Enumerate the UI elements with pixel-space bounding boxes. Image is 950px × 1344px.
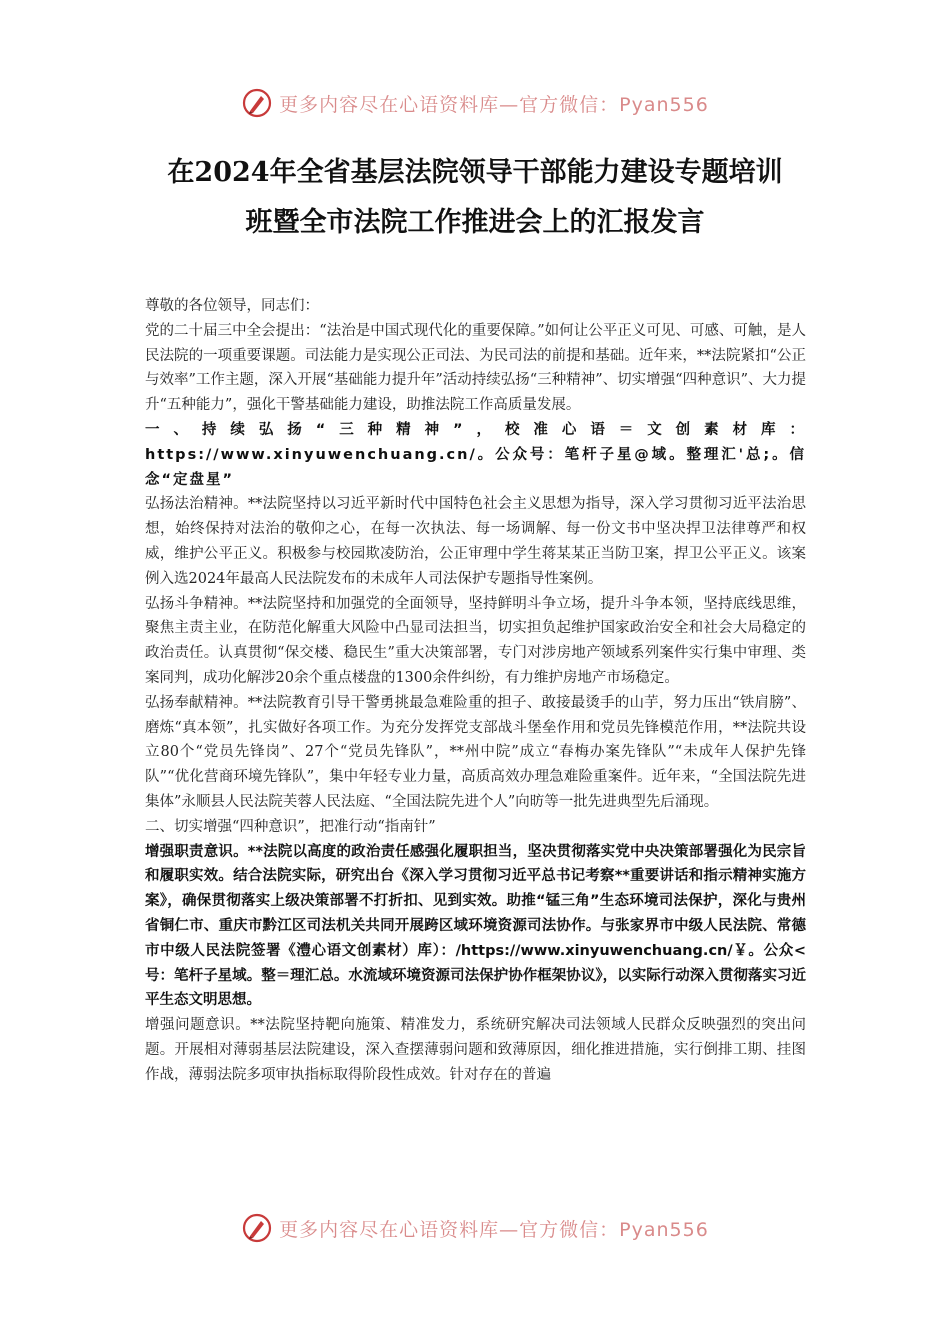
section-heading-1: 一、持续弘扬“三种精神”，校准心语＝文创素材库：https://www.xinyuwenchuang.cn/。公众号：笔杆子星@域。整理汇'总;。信念“定盘星” bbox=[145, 421, 806, 488]
title-line-2: 班暨全市法院工作推进会上的汇报发言 bbox=[245, 207, 705, 238]
watermark-wechat-id: Pyan556 bbox=[619, 1218, 709, 1241]
salutation: 尊敬的各位领导，同志们： bbox=[145, 298, 319, 314]
paragraph-dedication: 弘扬奉献精神。**法院教育引导干警勇挑最急难险重的担子、敢接最烫手的山芋，努力压出“铁肩膀”、磨炼“真本领”，扎实做好各项工作。为充分发挥党支部战斗堡垒作用和党员先锋模范作用，**法院共设立80个“党员先锋岗”、27个“党员先锋队”，**州中院”成立“春梅办案先锋队”“未成年人保护先锋队”“优化营商环境先锋队”，集中年轻专业力量，高质高效办理急难险重案件。近年来，“全国法院先进集体”永顺县人民法院芙蓉人民法庭、“全国法院先进个人”向昉等一批先进典型先后涌现。 bbox=[145, 694, 806, 810]
watermark-footer bbox=[0, 1208, 950, 1248]
watermark-header bbox=[0, 83, 950, 123]
intro-paragraph: 党的二十届三中全会提出：“法治是中国式现代化的重要保障。”如何让公平正义可见、可感、可触，是人民法院的一项重要课题。司法能力是实现公正司法、为民司法的前提和基础。近年来，**法院紧扣“公正与效率”工作主题，深入开展“基础能力提升年”活动持续弘扬“三种精神”、切实增强“四种意识”、大力提升“五种能力”，强化干警基础能力建设，助推法院工作高质量发展。 bbox=[145, 322, 806, 414]
document-body bbox=[145, 294, 806, 1088]
pen-logo-icon bbox=[241, 87, 273, 119]
watermark-text: 更多内容尽在心语资料库—官方微信：Pyan556 bbox=[279, 1218, 709, 1241]
pen-logo-icon bbox=[241, 1212, 273, 1244]
title-line-1: 在2024年全省基层法院领导干部能力建设专题培训 bbox=[167, 157, 783, 188]
paragraph-problem-awareness: 增强问题意识。**法院坚持靶向施策、精准发力，系统研究解决司法领域人民群众反映强烈的突出问题。开展相对薄弱基层法院建设，深入查摆薄弱问题和致薄原因，细化推进措施，实行倒排工期、挂图作战，薄弱法院多项审执指标取得阶段性成效。针对存在的普遍 bbox=[145, 1017, 806, 1083]
paragraph-responsibility: 增强职责意识。**法院以高度的政治责任感强化履职担当，坚决贯彻落实党中央决策部署强化为民宗旨和履职实效。结合法院实际，研究出台《深入学习贯彻习近平总书记考察**重要讲话和指示精神实施方案》，确保贯彻落实上级决策部署不打折扣、见到实效。助推“锰三角”生态环境司法保护，深化与贵州省铜仁市、重庆市黔江区司法机关共同开展跨区域环境资源司法协作。与张家界市中级人民法院、常德市中级人民法院签署《澧心语文创素材）库）：/https://www.xinyuwenchuang.cn/￥。公众<号：笔杆子星域。整＝理汇总。水流域环境资源司法保护协作框架协议》，以实际行动深入贯彻落实习近平生态文明思想。 bbox=[145, 843, 806, 1009]
document-title bbox=[80, 148, 870, 248]
watermark-wechat-id: Pyan556 bbox=[619, 93, 709, 116]
section-heading-2: 二、切实增强“四种意识”，把准行动“指南针” bbox=[145, 818, 436, 835]
paragraph-rule-of-law: 弘扬法治精神。**法院坚持以习近平新时代中国特色社会主义思想为指导，深入学习贯彻习近平法治思想，始终保持对法治的敬仰之心，在每一次执法、每一场调解、每一份文书中坚决捍卫法律尊严和权威，维护公平正义。积极参与校园欺凌防治，公正审理中学生蒋某某正当防卫案，捍卫公平正义。该案例入选2024年最高人民法院发布的未成年人司法保护专题指导性案例。 bbox=[145, 496, 806, 587]
paragraph-struggle: 弘扬斗争精神。**法院坚持和加强党的全面领导，坚持鲜明斗争立场，提升斗争本领，坚持底线思维，聚焦主责主业，在防范化解重大风险中凸显司法担当，切实担负起维护国家政治安全和社会大局稳定的政治责任。认真贯彻“保交楼、稳民生”重大决策部署，专门对涉房地产领域系列案件实行集中审理、类案同判，成功化解涉20余个重点楼盘的1300余件纠纷，有力维护房地产市场稳定。 bbox=[145, 595, 806, 686]
watermark-text: 更多内容尽在心语资料库—官方微信：Pyan556 bbox=[279, 93, 709, 116]
